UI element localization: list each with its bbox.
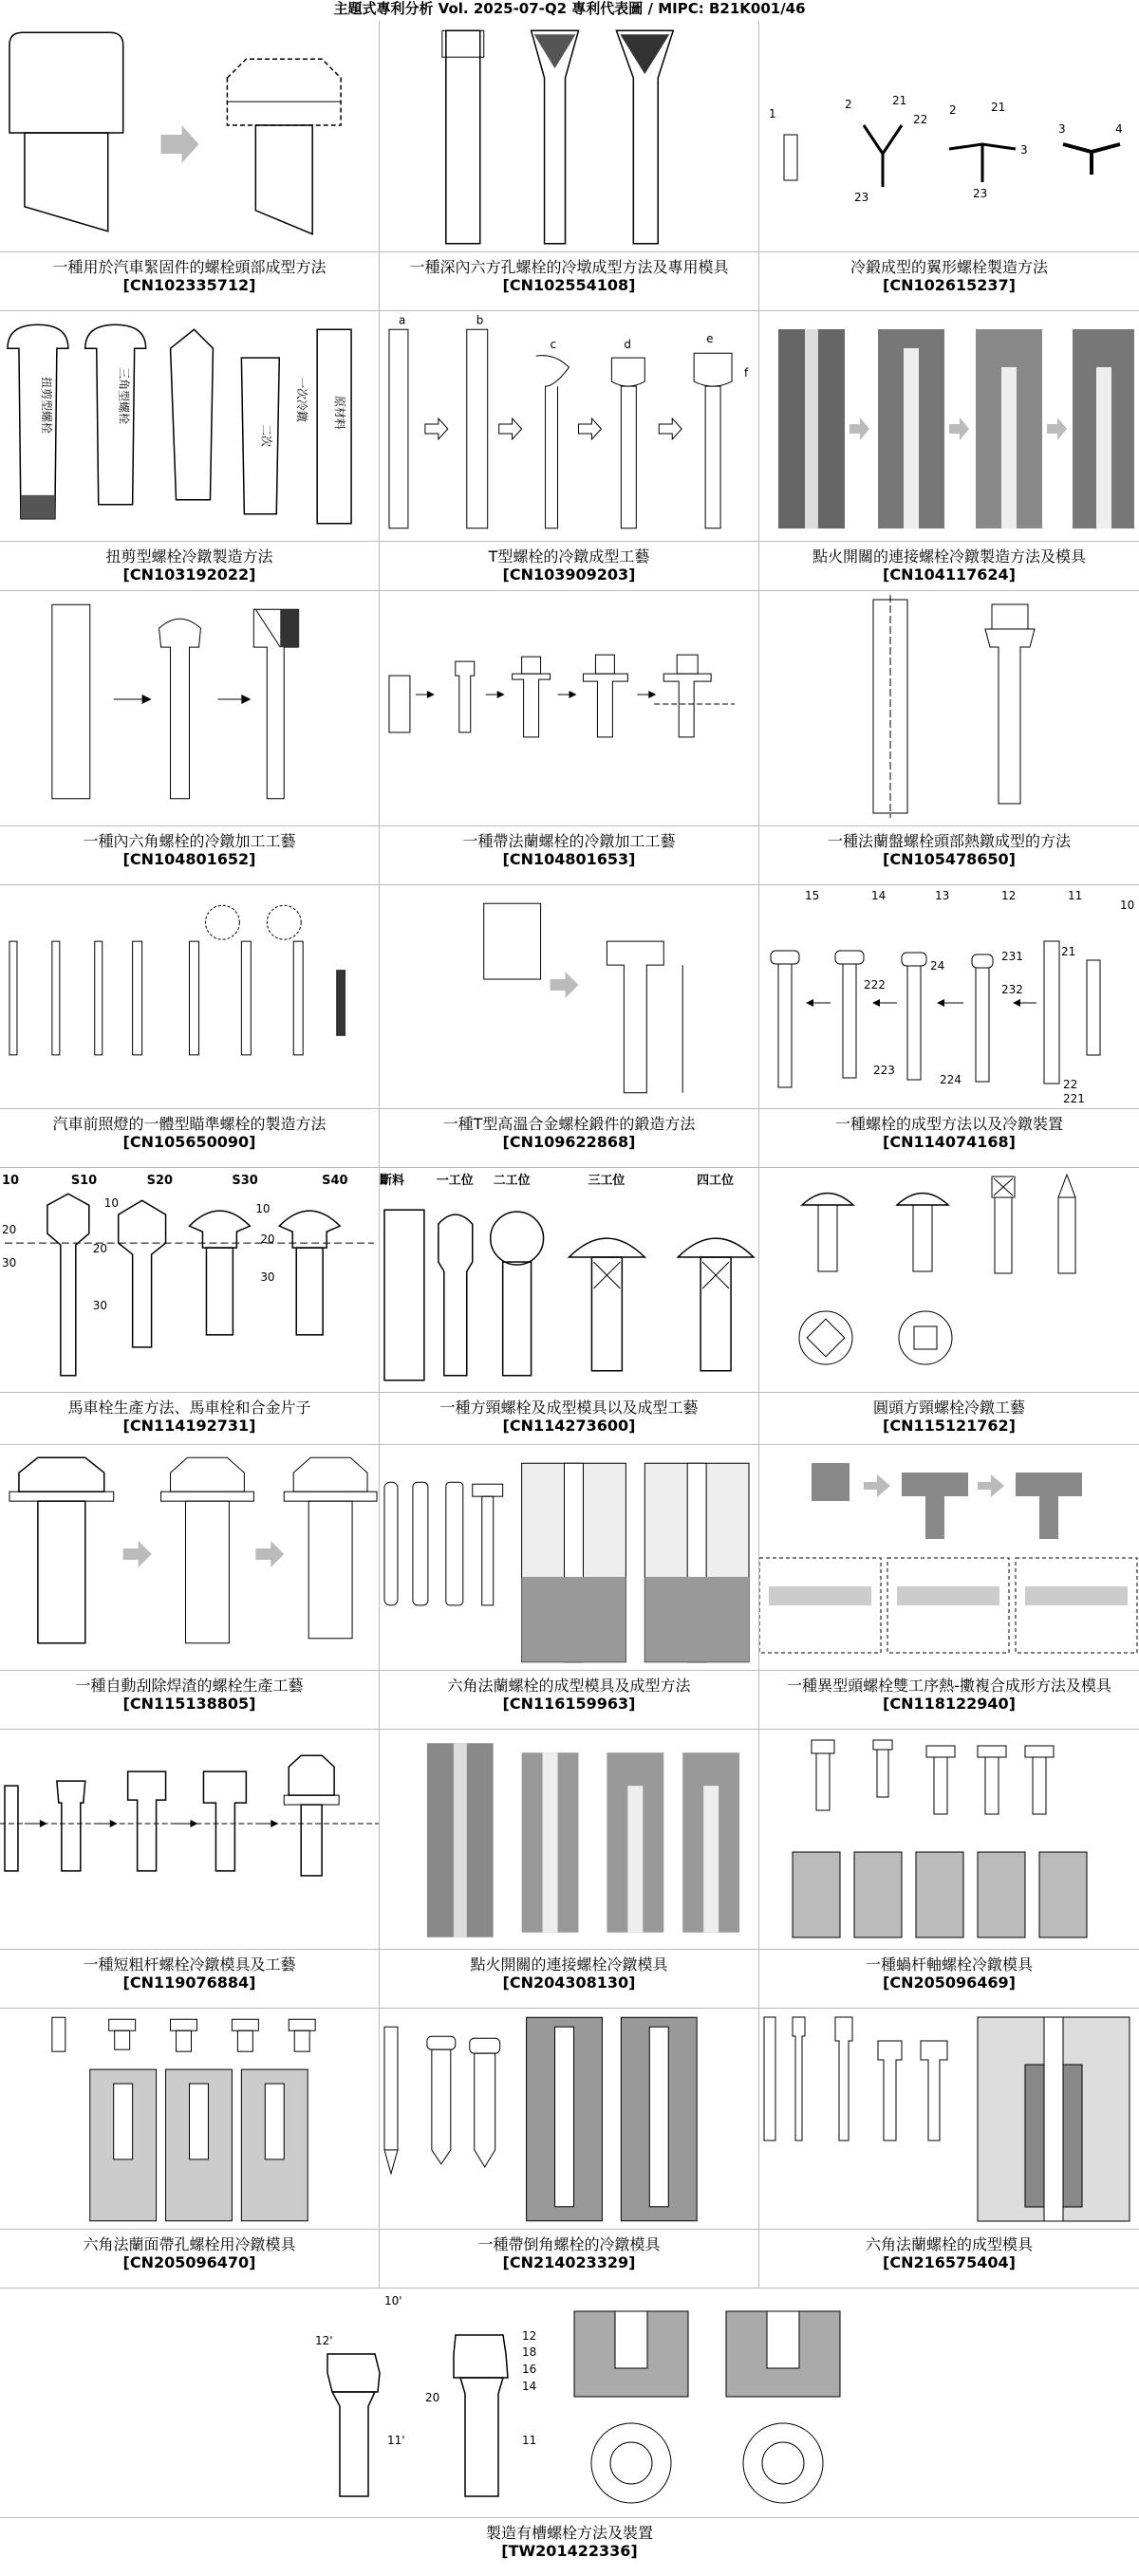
patent-figure [380, 1167, 758, 1392]
figure-label: 18 [522, 2345, 537, 2359]
patent-number[interactable]: [CN119076884] [122, 1974, 256, 1992]
patent-caption [759, 825, 1139, 884]
patent-title: 圓頭方頸螺栓冷鐓工藝 [872, 1399, 1025, 1417]
patent-card[interactable] [759, 590, 1139, 884]
patent-card[interactable] [380, 884, 759, 1167]
patent-number[interactable]: [CN103192022] [122, 565, 256, 584]
patent-caption [380, 541, 758, 590]
patent-figure [380, 1444, 758, 1670]
patent-title: 扭剪型螺栓冷鐓製造方法 [105, 547, 273, 565]
patent-title: 汽車前照燈的一體型瞄準螺栓的製造方法 [52, 1115, 327, 1133]
figure-label: S30 [232, 1174, 258, 1189]
figure-label: 14 [871, 889, 887, 902]
figure-label: 三工位 [588, 1174, 626, 1189]
patent-figure [0, 1729, 379, 1949]
patent-card[interactable] [0, 21, 380, 310]
figure-label: 22 [913, 113, 928, 126]
patent-figure [0, 310, 379, 541]
patent-card[interactable] [759, 2008, 1139, 2288]
patent-caption [0, 1670, 379, 1729]
worm-shaft-bolt-die-drawing [759, 1729, 1139, 1949]
figure-label: 4 [1115, 122, 1123, 136]
patent-title: 一種帶法蘭螺栓的冷鐓加工工藝 [462, 832, 676, 850]
figure-label: 一次冷鐓 [295, 377, 309, 423]
figure-label: 20 [425, 2391, 440, 2404]
patent-card[interactable] [759, 310, 1139, 590]
patent-figure [759, 590, 1139, 825]
figure-label: 23 [854, 191, 869, 204]
patent-title: 一種帶倒角螺栓的冷鐓模具 [477, 2235, 661, 2253]
flange-head-hot-forging-drawing [759, 590, 1139, 825]
figure-label: 224 [940, 1073, 962, 1086]
page-header: 主題式專利分析 Vol. 2025-07-Q2 專利代表圖 / MIPC: B21K001/46 [333, 0, 806, 17]
patent-card[interactable] [380, 310, 759, 590]
figure-label: 二工位 [493, 1174, 531, 1189]
short-thick-bolt-drawing [0, 1729, 379, 1949]
patent-card[interactable] [759, 1729, 1139, 2008]
patent-caption [759, 1670, 1139, 1729]
figure-label: 11' [387, 2434, 405, 2447]
patent-number[interactable]: [CN205096469] [883, 1974, 1016, 1992]
patent-title: T型螺栓的冷鐓成型工藝 [488, 547, 650, 565]
patent-number[interactable]: [CN116159963] [502, 1695, 636, 1713]
figure-label: 11 [1068, 889, 1083, 902]
hex-flange-bolt-die-drawing [380, 1444, 758, 1670]
patent-caption [380, 1670, 758, 1729]
figure-label: d [624, 338, 631, 352]
patent-number[interactable]: [CN105478650] [883, 850, 1016, 868]
patent-figure [0, 2008, 379, 2229]
patent-figure [380, 2008, 758, 2229]
figure-label: 14 [522, 2380, 537, 2393]
patent-caption [759, 251, 1139, 310]
patent-caption [380, 2229, 758, 2288]
patent-title: 冷鍛成型的翼形螺栓製造方法 [850, 258, 1048, 276]
patent-card[interactable] [380, 2008, 759, 2288]
figure-label: f [744, 366, 749, 380]
figure-label: 原材料 [333, 396, 347, 431]
patent-caption [759, 541, 1139, 590]
cold-heading-device-drawing [759, 884, 1139, 1108]
patent-figure [380, 884, 758, 1108]
figure-label: e [706, 332, 714, 346]
patent-number[interactable]: [CN102554108] [502, 276, 636, 294]
patent-card[interactable] [759, 21, 1139, 310]
patent-title: 六角法蘭螺栓的成型模具及成型方法 [447, 1677, 691, 1695]
patent-figure [0, 590, 379, 825]
patent-title: 一種用於汽車緊固件的螺栓頭部成型方法 [52, 258, 327, 276]
patent-caption [759, 1392, 1139, 1444]
patent-caption [380, 825, 758, 884]
figure-label: 20 [92, 1242, 107, 1256]
figure-label: 12' [315, 2334, 333, 2347]
wing-bolt-drawing [759, 21, 1139, 251]
figure-label: S40 [322, 1174, 348, 1189]
patent-figure [759, 1444, 1139, 1670]
patent-card[interactable] [0, 310, 380, 590]
patent-title: 一種方頸螺栓及成型模具以及成型工藝 [439, 1399, 699, 1417]
patent-number[interactable]: [CN104801653] [502, 850, 636, 868]
figure-label: b [476, 313, 484, 327]
figure-label: 10 [103, 1196, 119, 1211]
figure-label: 10' [384, 2294, 402, 2307]
figure-label: 222 [864, 978, 886, 991]
figure-label: 12 [522, 2329, 537, 2343]
patent-card[interactable] [0, 1444, 380, 1729]
patent-number[interactable]: [CN205096470] [122, 2253, 256, 2271]
patent-card[interactable] [759, 1444, 1139, 1729]
patent-number[interactable]: [CN104117624] [883, 565, 1016, 584]
patent-row [0, 2288, 1139, 2576]
figure-label: 223 [873, 1064, 895, 1077]
figure-label: 3 [1020, 143, 1028, 157]
figure-label: 20 [260, 1232, 275, 1247]
square-neck-bolt-drawing [380, 1167, 758, 1392]
figure-label: 2 [949, 103, 957, 117]
patent-card[interactable] [380, 21, 759, 310]
patent-card[interactable] [0, 1167, 380, 1444]
patent-number[interactable]: [CN114074168] [883, 1133, 1016, 1151]
patent-caption [759, 1108, 1139, 1167]
patent-figure [380, 21, 758, 251]
patent-figure [759, 21, 1139, 251]
figure-label: 一工位 [436, 1174, 474, 1189]
patent-title: 一種短粗杆螺栓冷鐓模具及工藝 [83, 1955, 296, 1974]
patent-title: 製造有槽螺栓方法及裝置 [485, 2524, 653, 2542]
figure-label: 15 [805, 889, 820, 902]
patent-title: 一種自動刮除焊渣的螺栓生產工藝 [75, 1677, 304, 1695]
patent-number[interactable]: [CN104801652] [122, 850, 256, 868]
patent-card[interactable] [380, 590, 759, 884]
figure-label: 21 [991, 101, 1006, 114]
bolt-head-drawing [0, 21, 379, 251]
patent-number[interactable]: [CN114273600] [502, 1417, 636, 1435]
patent-title: 六角法蘭面帶孔螺栓用冷鐓模具 [83, 2235, 296, 2253]
patent-card[interactable] [380, 1167, 759, 1444]
patent-row [0, 1444, 1139, 1730]
hex-flange-hole-die-drawing [0, 2008, 379, 2229]
ignition-bolt-die-drawing [759, 310, 1139, 541]
patent-number[interactable]: [CN214023329] [502, 2253, 636, 2271]
hex-flange-die-drawing [759, 2008, 1139, 2229]
patent-card[interactable] [0, 1729, 380, 2008]
figure-label: 12 [1001, 889, 1017, 902]
patent-title: 點火開關的連接螺栓冷鐓製造方法及模具 [812, 547, 1086, 565]
figure-label: 30 [1, 1256, 17, 1270]
patent-number[interactable]: [CN115138805] [122, 1695, 256, 1713]
figure-label: 232 [1001, 983, 1023, 996]
patent-number[interactable]: [CN102335712] [122, 276, 256, 294]
figure-label: 21 [892, 94, 907, 107]
figure-label: 10 [255, 1202, 271, 1216]
aiming-bolt-process-drawing [0, 884, 379, 1108]
patent-figure [0, 884, 379, 1108]
patent-number[interactable]: [CN102615237] [883, 276, 1016, 294]
t-bolt-drawing [380, 310, 758, 541]
patent-caption [759, 2229, 1139, 2288]
patent-card[interactable] [0, 2288, 1139, 2576]
figure-label: 30 [260, 1269, 275, 1284]
patent-caption [0, 2229, 379, 2288]
patent-title: 一種螺栓的成型方法以及冷鐓裝置 [834, 1115, 1063, 1133]
figure-label: a [398, 313, 406, 327]
patent-card[interactable] [0, 590, 380, 884]
hex-socket-bolt-drawing [380, 21, 758, 251]
patent-caption [0, 1108, 379, 1167]
patent-title: 馬車栓生產方法、馬車栓和合金片子 [67, 1399, 311, 1417]
figure-label: 22 [1063, 1078, 1078, 1091]
patent-card[interactable] [759, 1167, 1139, 1444]
carriage-bolt-process-drawing [0, 1167, 379, 1392]
patent-title: 六角法蘭螺栓的成型模具 [865, 2235, 1033, 2253]
patent-row [0, 1729, 1139, 2009]
patent-title: 一種法蘭盤螺栓頭部熱鐓成型的方法 [827, 832, 1071, 850]
patent-card[interactable] [380, 1444, 759, 1729]
patent-row [0, 2008, 1139, 2289]
patent-row [0, 310, 1139, 591]
figure-label: 10 [1120, 899, 1135, 912]
figure-label: 二次 [259, 424, 273, 447]
patent-card[interactable] [759, 884, 1139, 1167]
figure-label: 24 [930, 959, 945, 973]
figure-label: 四工位 [697, 1174, 735, 1189]
patent-figure [759, 1167, 1139, 1392]
patent-row [0, 21, 1139, 311]
patent-title: 一種深內六方孔螺栓的冷墩成型方法及專用模具 [409, 258, 729, 276]
figure-label: 扭剪型螺栓 [39, 377, 53, 434]
patent-figure [0, 2288, 1139, 2517]
patent-grid [0, 21, 1139, 2576]
figure-label: 23 [973, 187, 988, 200]
slotted-bolt-drawing [0, 2288, 1139, 2517]
patent-number[interactable]: [CN115121762] [883, 1417, 1016, 1435]
figure-label: 221 [1063, 1092, 1085, 1105]
patent-caption [380, 1392, 758, 1444]
torque-shear-bolt-drawing [0, 310, 379, 541]
patent-row [0, 884, 1139, 1168]
figure-label: 21 [1061, 945, 1076, 958]
patent-title: 一種內六角螺栓的冷鐓加工工藝 [83, 832, 296, 850]
weld-slag-bolt-drawing [0, 1444, 379, 1670]
patent-number[interactable]: [CN216575404] [883, 2253, 1016, 2271]
patent-number[interactable]: [CN105650090] [122, 1133, 256, 1151]
patent-caption [0, 1949, 379, 2008]
special-head-bolt-die-drawing [759, 1444, 1139, 1670]
figure-label: 2 [845, 98, 852, 111]
patent-figure [380, 590, 758, 825]
patent-caption [0, 2517, 1139, 2576]
patent-figure [759, 1729, 1139, 1949]
patent-figure [759, 2008, 1139, 2229]
patent-number[interactable]: [CN118122940] [883, 1695, 1016, 1713]
patent-number[interactable]: [CN109622868] [502, 1133, 636, 1151]
patent-figure [759, 884, 1139, 1108]
figure-label: 16 [522, 2363, 537, 2376]
hex-socket-process-drawing [0, 590, 379, 825]
patent-caption [0, 825, 379, 884]
patent-number[interactable]: [CN103909203] [502, 565, 636, 584]
figure-label: c [550, 338, 557, 352]
patent-caption [380, 251, 758, 310]
patent-caption [0, 251, 379, 310]
patent-number[interactable]: [CN204308130] [502, 1974, 636, 1992]
patent-caption [0, 541, 379, 590]
patent-caption [380, 1108, 758, 1167]
patent-caption [759, 1949, 1139, 2008]
patent-number[interactable]: [TW201422336] [501, 2542, 638, 2560]
figure-label: S10 [70, 1174, 98, 1189]
patent-card[interactable] [0, 2008, 380, 2288]
figure-label: 11 [522, 2434, 537, 2447]
figure-label: 231 [1001, 950, 1023, 963]
figure-label: 斷料 [380, 1174, 404, 1189]
flange-bolt-process-drawing [380, 590, 758, 825]
patent-figure [380, 1729, 758, 1949]
figure-label: 20 [1, 1223, 17, 1237]
figure-label: 13 [935, 889, 950, 902]
patent-title: 一種異型頭螺栓雙工序熱-擻複合成形方法及模具 [787, 1677, 1111, 1695]
patent-row [0, 590, 1139, 885]
patent-card[interactable] [0, 884, 380, 1167]
figure-label: 10 [1, 1174, 20, 1189]
figure-label: 1 [769, 107, 776, 120]
patent-figure [0, 1167, 379, 1392]
ignition-bolt-cold-die-drawing [380, 1729, 758, 1949]
t-alloy-bolt-forging-drawing [380, 884, 758, 1108]
patent-row [0, 1167, 1139, 1445]
patent-figure [0, 1444, 379, 1670]
patent-title: 一種蝸杆軸螺栓冷鐓模具 [865, 1955, 1033, 1974]
figure-label: 3 [1058, 122, 1066, 136]
patent-figure [0, 21, 379, 251]
patent-figure [380, 310, 758, 541]
patent-card[interactable] [380, 1729, 759, 2008]
figure-label: 30 [92, 1298, 107, 1312]
round-head-square-neck-drawing [759, 1167, 1139, 1392]
patent-title: 點火開關的連接螺栓冷鐓模具 [470, 1955, 668, 1974]
patent-caption [0, 1392, 379, 1444]
patent-number[interactable]: [CN114192731] [122, 1417, 256, 1435]
patent-caption [380, 1949, 758, 2008]
chamfer-bolt-die-drawing [380, 2008, 758, 2229]
patent-figure [759, 310, 1139, 541]
patent-title: 一種T型高溫合金螺栓鍛件的鍛造方法 [442, 1115, 696, 1133]
figure-label: 三角型螺栓 [117, 367, 131, 425]
figure-label: S20 [146, 1174, 173, 1189]
